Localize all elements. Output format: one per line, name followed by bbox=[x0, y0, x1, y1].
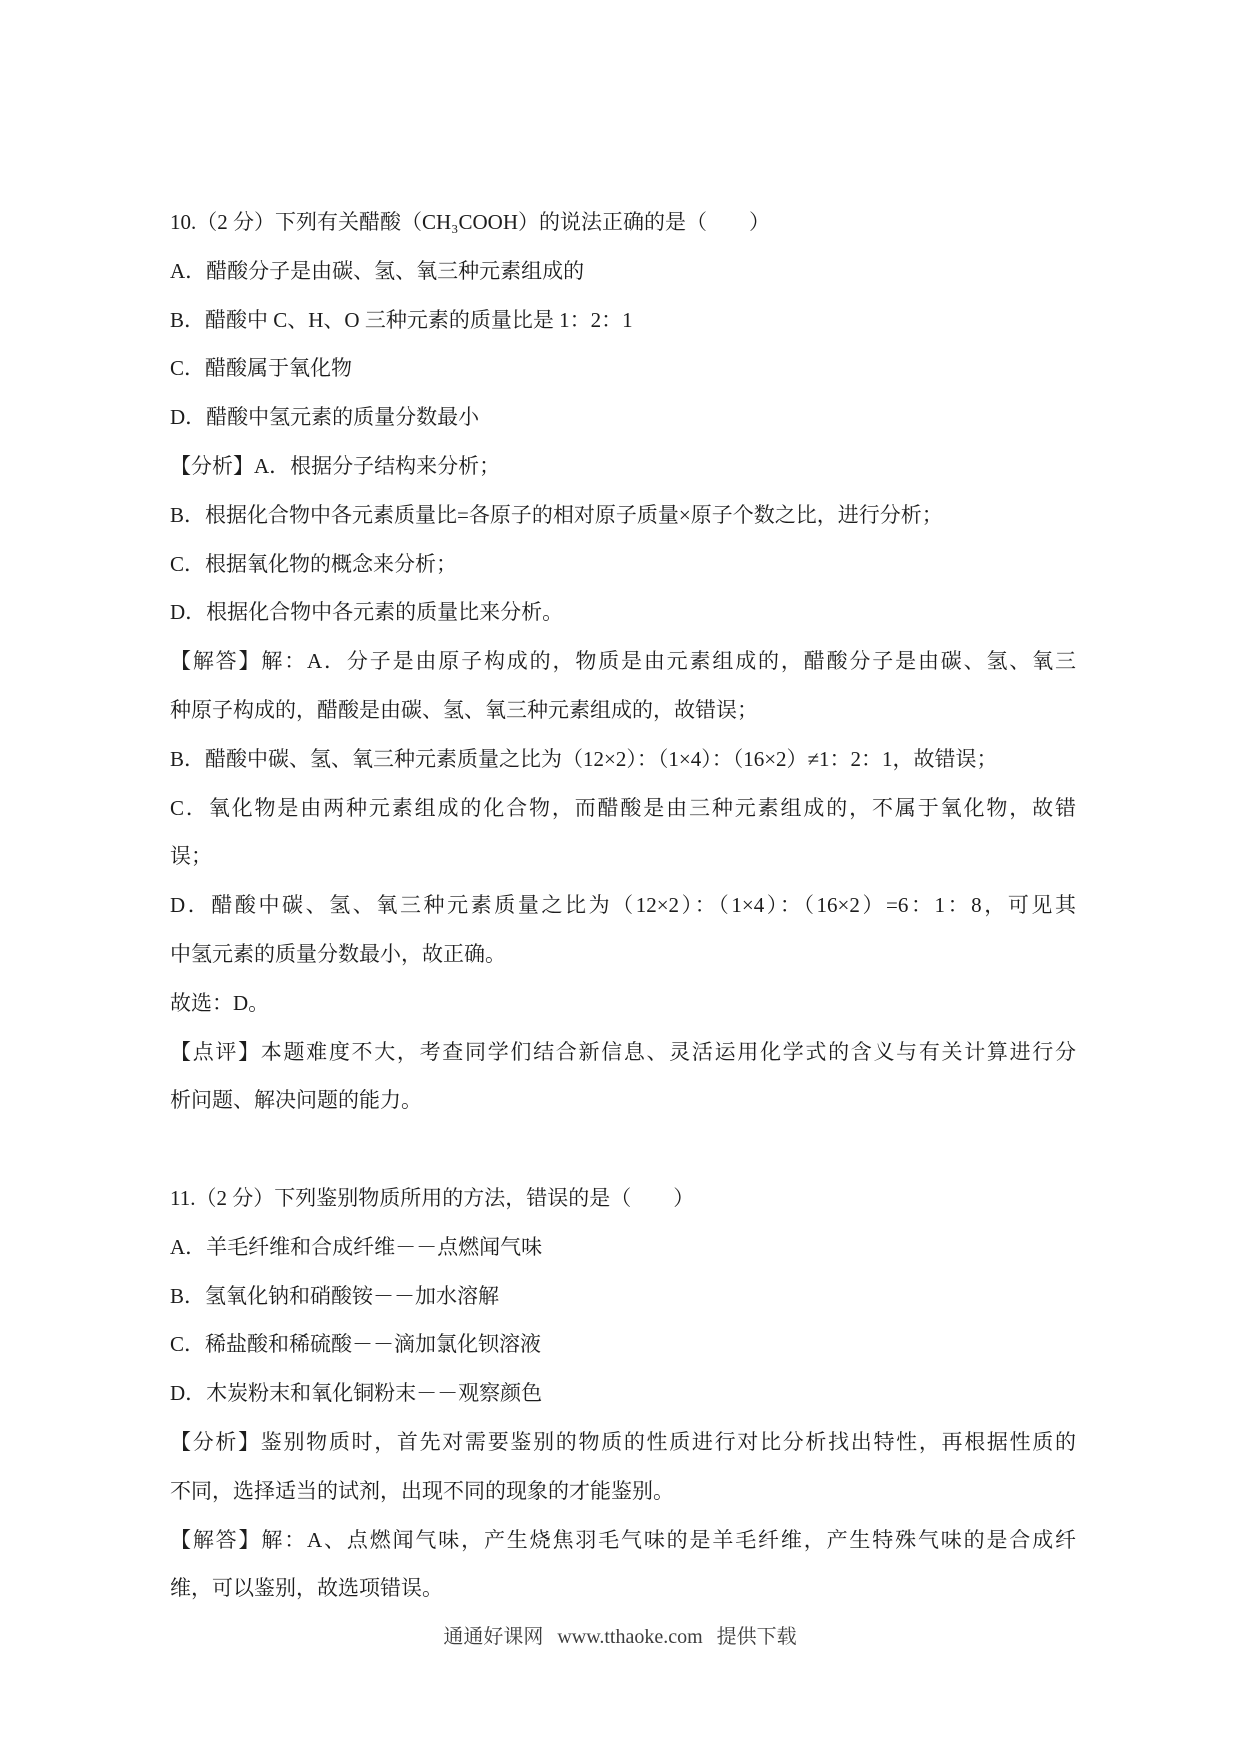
q10-solution-line-2: 种原子构成的，醋酸是由碳、氢、氧三种元素组成的，故错误； bbox=[170, 697, 758, 722]
footer-label: 提供下载 bbox=[716, 1626, 797, 1648]
q10-solution-line-3: B．醋酸中碳、氢、氧三种元素质量之比为（12×2）：（1×4）：（16×2）≠1：2：1，故错误； bbox=[170, 746, 998, 771]
document-body bbox=[170, 198, 1076, 1613]
footer-site-name: 通通好课网 bbox=[443, 1626, 544, 1648]
q10-solution-line-4: C．氧化物是由两种元素组成的化合物，而醋酸是由三种元素组成的，不属于氧化物，故错 bbox=[170, 795, 1076, 820]
q10-solution-line-1: 【解答】解：A．分子是由原子构成的，物质是由元素组成的，醋酸分子是由碳、氢、氧三 bbox=[170, 649, 1076, 674]
q10-solution-line-5: 误； bbox=[170, 844, 212, 869]
q11-analysis-line-1: 【分析】鉴别物质时，首先对需要鉴别的物质的性质进行对比分析找出特性，再根据性质的 bbox=[170, 1429, 1076, 1454]
q10-solution-line-6: D．醋酸中碳、氢、氧三种元素质量之比为（12×2）：（1×4）：（16×2）=6：1：8，可见其 bbox=[170, 893, 1076, 918]
q10-solution-line-7: 中氢元素的质量分数最小，故正确。 bbox=[170, 941, 506, 966]
q10-option-d: D．醋酸中氢元素的质量分数最小 bbox=[170, 405, 480, 430]
q11-option-b: B．氢氧化钠和硝酸铵－－加水溶解 bbox=[170, 1283, 500, 1308]
q10-comment-line-1: 【点评】本题难度不大，考查同学们结合新信息、灵活运用化学式的含义与有关计算进行分 bbox=[170, 1039, 1076, 1064]
question-11 bbox=[170, 1174, 1076, 1613]
question-11-title: 11.（2 分）下列鉴别物质所用的方法，错误的是（ ） bbox=[170, 1185, 695, 1210]
q10-option-c: C．醋酸属于氧化物 bbox=[170, 356, 353, 381]
q11-solution-line-2: 维，可以鉴别，故选项错误。 bbox=[170, 1576, 443, 1601]
q10-option-a: A．醋酸分子是由碳、氢、氧三种元素组成的 bbox=[170, 258, 585, 283]
footer-url: www.tthaoke.com bbox=[557, 1626, 703, 1648]
q10-analysis-line-1: 【分析】A．根据分子结构来分析； bbox=[170, 453, 501, 478]
q10-analysis-line-4: D．根据化合物中各元素的质量比来分析。 bbox=[170, 600, 564, 625]
q10-answer-choice: 故选：D。 bbox=[170, 990, 270, 1015]
page-footer bbox=[0, 1613, 1240, 1661]
q10-comment-line-2: 析问题、解决问题的能力。 bbox=[170, 1088, 422, 1113]
q10-option-b: B．醋酸中 C、H、O 三种元素的质量比是 1：2：1 bbox=[170, 307, 633, 332]
q10-analysis-line-2: B．根据化合物中各元素质量比=各原子的相对原子质量×原子个数之比，进行分析； bbox=[170, 502, 943, 527]
question-10 bbox=[170, 198, 1076, 1125]
question-10-title: 10.（2 分）下列有关醋酸（CH₃COOH）的说法正确的是（ ） bbox=[170, 210, 770, 234]
q10-analysis-line-3: C．根据氧化物的概念来分析； bbox=[170, 551, 458, 576]
q11-option-c: C．稀盐酸和稀硫酸－－滴加氯化钡溶液 bbox=[170, 1332, 542, 1357]
q11-analysis-line-2: 不同，选择适当的试剂，出现不同的现象的才能鉴别。 bbox=[170, 1478, 674, 1503]
q11-option-d: D．木炭粉末和氧化铜粉末－－观察颜色 bbox=[170, 1381, 543, 1406]
paragraph-spacer bbox=[170, 1125, 1076, 1174]
q11-solution-line-1: 【解答】解：A、点燃闻气味，产生烧焦羽毛气味的是羊毛纤维，产生特殊气味的是合成纤 bbox=[170, 1527, 1076, 1552]
q11-option-a: A．羊毛纤维和合成纤维－－点燃闻气味 bbox=[170, 1234, 543, 1259]
